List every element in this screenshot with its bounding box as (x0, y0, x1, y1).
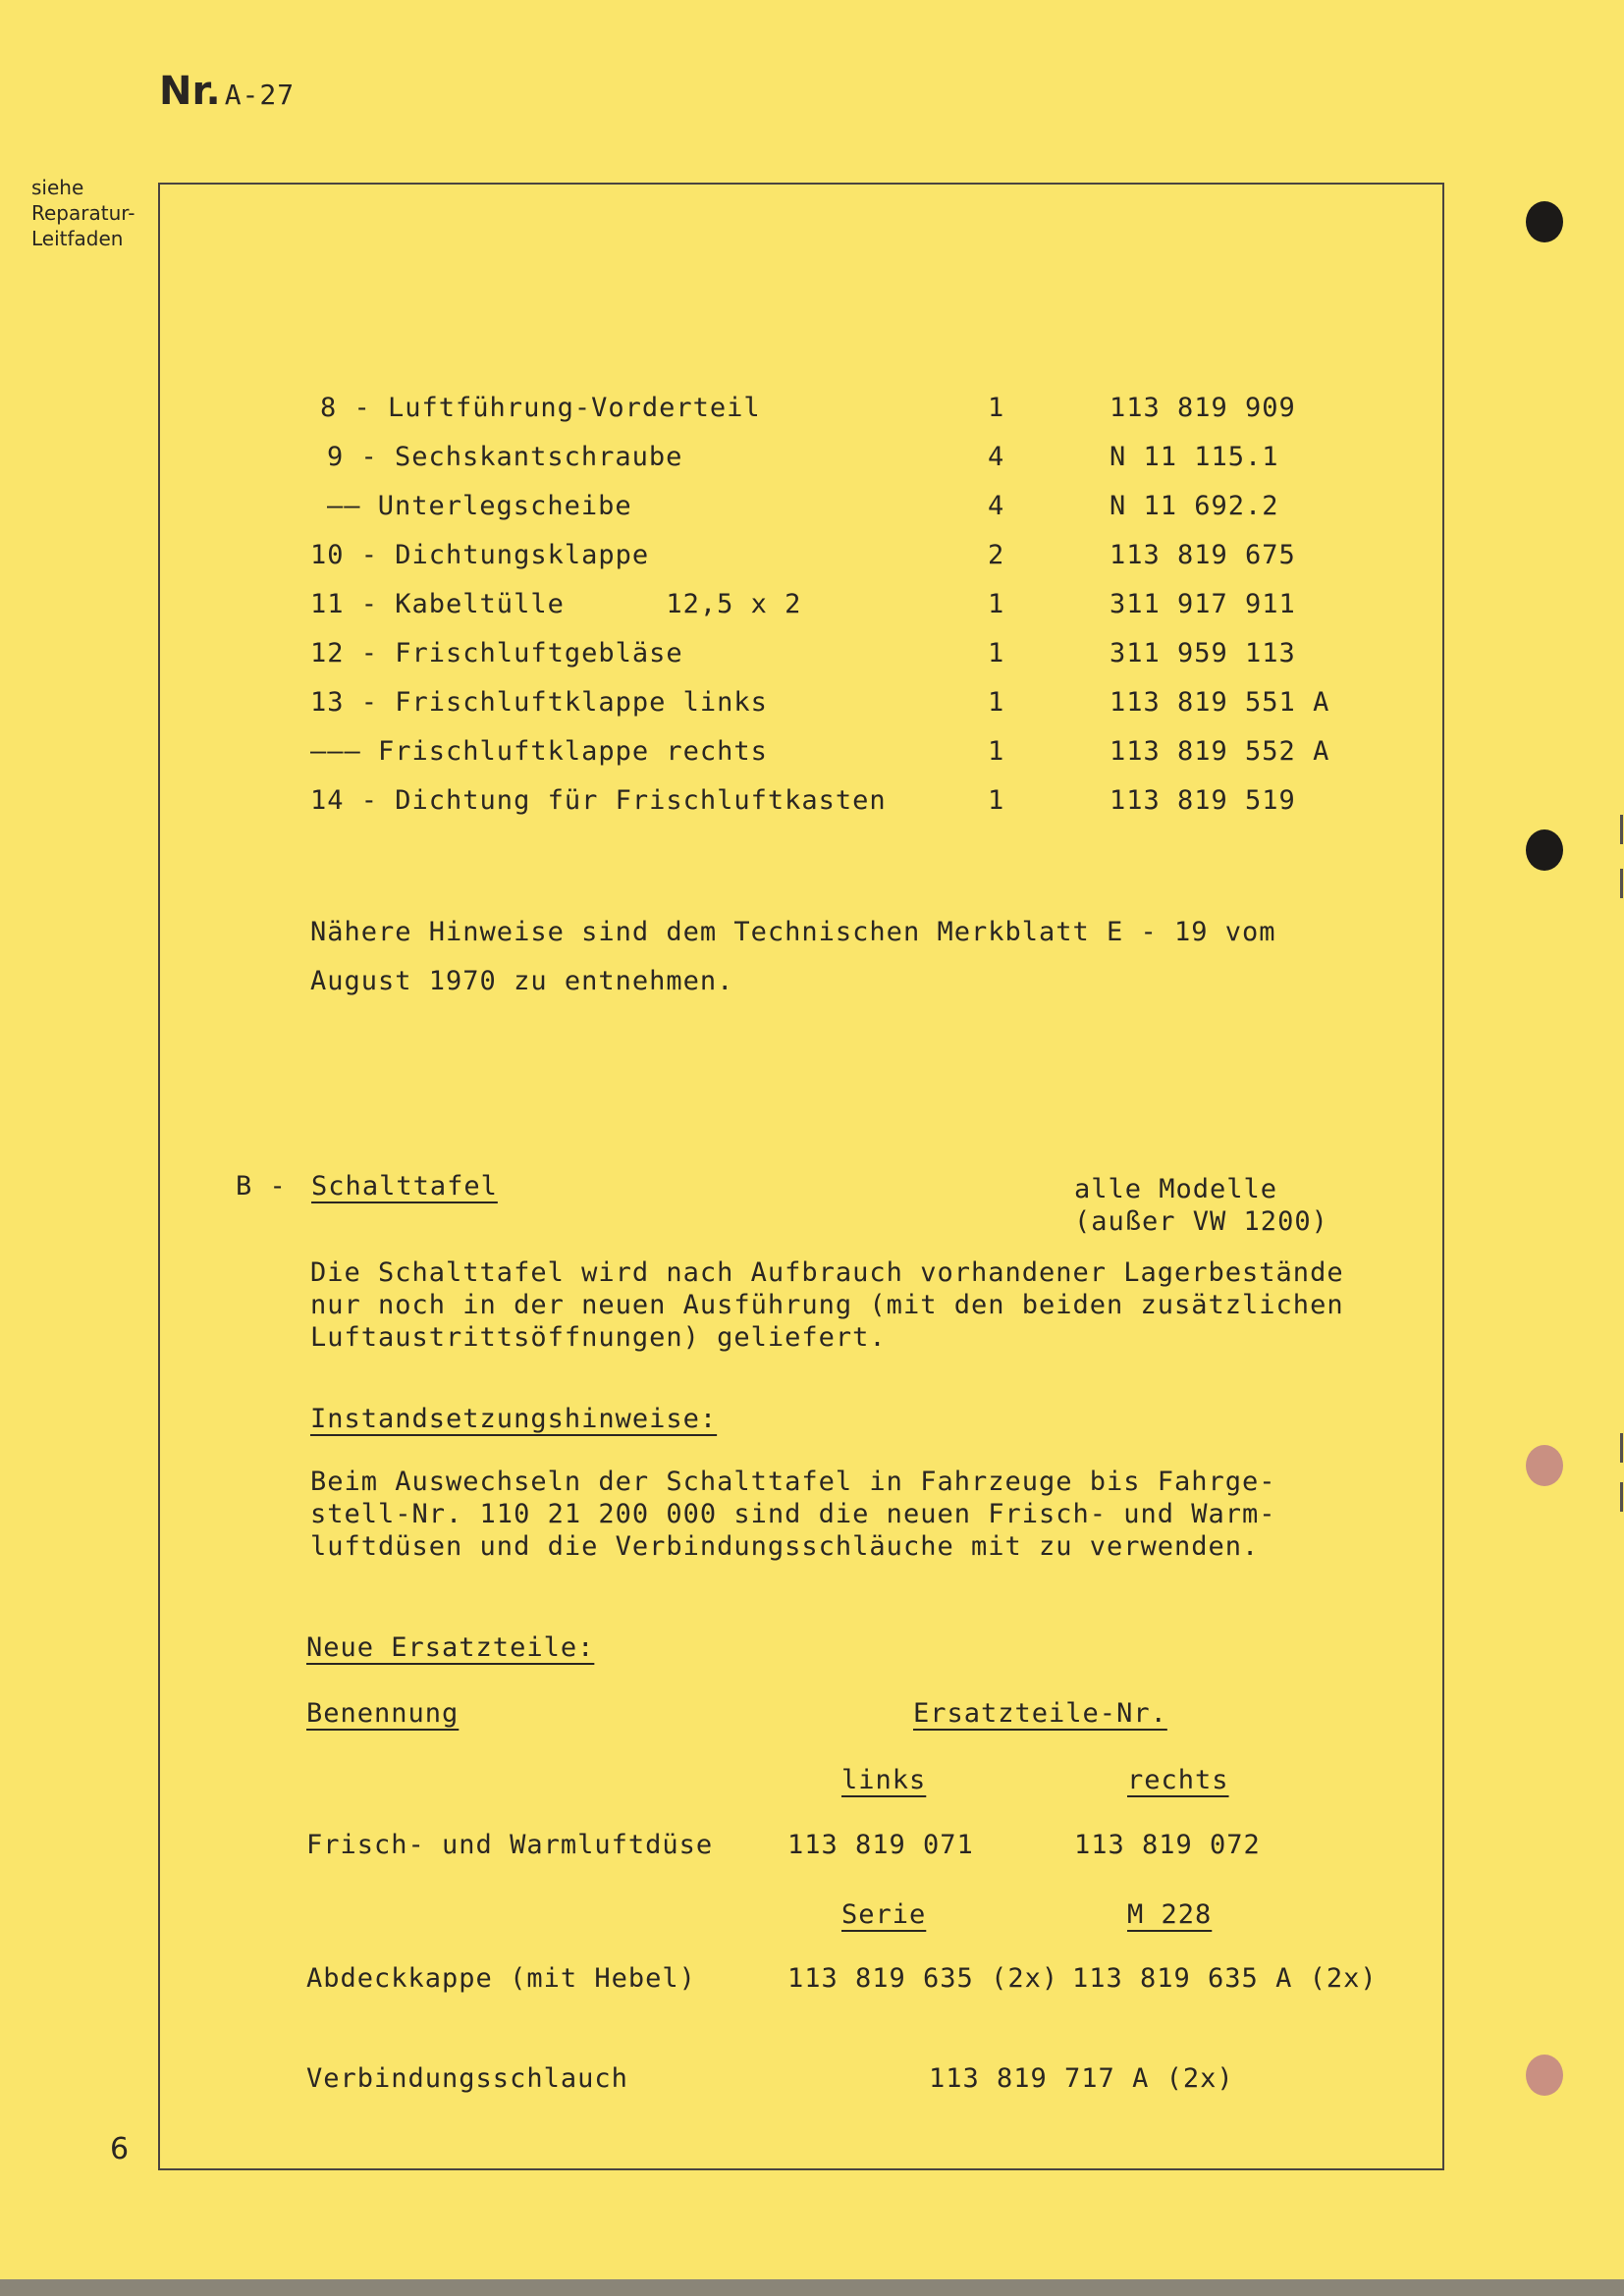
column-name-header: Benennung (306, 1698, 460, 1729)
part-position: 13 - Frischluftklappe links (310, 687, 768, 718)
edge-mark (1620, 815, 1623, 844)
parts-row (310, 736, 768, 767)
part-number: 113 819 552 A (1110, 736, 1330, 767)
part-row-name: Verbindungsschlauch (306, 2063, 628, 2094)
part-position: ——— Frischluftklappe rechts (310, 736, 768, 767)
side-note-line: siehe (31, 176, 84, 199)
part-position: 14 - Dichtung für Frischluftkasten (310, 785, 887, 816)
edge-mark (1620, 1482, 1623, 1512)
nr-value: A-27 (224, 79, 296, 111)
part-position: 12 - Frischluftgebläse (310, 638, 683, 668)
section-title: Schalttafel (311, 1171, 498, 1201)
part-position: 9 - Sechskantschraube (327, 442, 683, 472)
note-line: August 1970 zu entnehmen. (310, 966, 734, 996)
section-models (1074, 1173, 1328, 1238)
part-row-value: 113 819 717 A (2x) (929, 2063, 1234, 2094)
binder-hole (1526, 201, 1563, 242)
part-row-name: Abdeckkappe (mit Hebel) (306, 1963, 696, 1994)
part-number: 113 819 551 A (1110, 687, 1330, 718)
technical-note (310, 908, 1276, 1006)
parts-row (310, 785, 887, 816)
repair-text (310, 1466, 1276, 1563)
side-note (31, 175, 135, 251)
part-qty: 1 (988, 589, 1005, 619)
paragraph-line: nur noch in der neuen Ausführung (mit den beiden zusätzlichen (310, 1290, 1344, 1320)
part-qty: 4 (988, 442, 1005, 472)
part-qty: 1 (988, 687, 1005, 718)
parts-row (327, 491, 632, 521)
part-number: 113 819 675 (1110, 540, 1296, 570)
parts-row (327, 442, 682, 472)
parts-row (310, 540, 649, 570)
binder-hole (1526, 2055, 1563, 2096)
subheader-left: links (841, 1765, 927, 1795)
section-paragraph (310, 1256, 1344, 1354)
section-prefix: B - (236, 1171, 287, 1201)
subheader-left: Serie (841, 1899, 927, 1930)
models-line: (außer VW 1200) (1074, 1206, 1328, 1237)
edge-mark (1620, 1433, 1623, 1463)
part-position: —— Unterlegscheibe (327, 491, 632, 521)
part-number: 311 917 911 (1110, 589, 1296, 619)
page-number: 6 (110, 2132, 130, 2166)
repair-line: stell-Nr. 110 21 200 000 sind die neuen Frisch- und Warm- (310, 1499, 1276, 1529)
side-note-line: Leitfaden (31, 227, 124, 250)
subheader-right: rechts (1127, 1765, 1229, 1795)
part-qty: 1 (988, 638, 1005, 668)
part-row-right: 113 819 072 (1074, 1830, 1261, 1860)
part-number: N 11 692.2 (1110, 491, 1279, 521)
models-line: alle Modelle (1074, 1174, 1278, 1204)
part-qty: 2 (988, 540, 1005, 570)
repair-heading: Instandsetzungshinweise: (310, 1404, 718, 1434)
part-number: 113 819 909 (1110, 393, 1296, 423)
part-qty: 1 (988, 736, 1005, 767)
repair-line: Beim Auswechseln der Schalttafel in Fahrzeuge bis Fahrge- (310, 1467, 1276, 1497)
repair-line: luftdüsen und die Verbindungsschläuche mit zu verwenden. (310, 1531, 1260, 1562)
part-qty: 1 (988, 393, 1005, 423)
part-position: 8 - Luftführung-Vorderteil (320, 393, 761, 423)
part-number: 113 819 519 (1110, 785, 1296, 816)
part-row-name: Frisch- und Warmluftdüse (306, 1830, 714, 1860)
parts-row (310, 589, 801, 619)
document-number (159, 69, 295, 114)
paragraph-line: Luftaustrittsöffnungen) geliefert. (310, 1322, 887, 1353)
part-position: 11 - Kabeltülle 12,5 x 2 (310, 589, 802, 619)
parts-row (310, 638, 683, 668)
paragraph-line: Die Schalttafel wird nach Aufbrauch vorhandener Lagerbestände (310, 1257, 1344, 1288)
binder-hole (1526, 1445, 1563, 1486)
part-row-right: 113 819 635 A (2x) (1072, 1963, 1378, 1994)
part-number: N 11 115.1 (1110, 442, 1279, 472)
part-row-left: 113 819 071 (787, 1830, 974, 1860)
edge-mark (1620, 869, 1623, 898)
side-note-line: Reparatur- (31, 201, 135, 225)
parts-row (310, 687, 768, 718)
new-parts-heading: Neue Ersatzteile: (306, 1632, 595, 1663)
scan-bottom-edge (0, 2279, 1624, 2296)
part-qty: 4 (988, 491, 1005, 521)
note-line: Nähere Hinweise sind dem Technischen Merkblatt E - 19 vom (310, 917, 1276, 947)
part-position: 10 - Dichtungsklappe (310, 540, 650, 570)
subheader-right: M 228 (1127, 1899, 1213, 1930)
part-number: 311 959 113 (1110, 638, 1296, 668)
binder-hole (1526, 829, 1563, 871)
nr-label: Nr. (159, 69, 221, 114)
part-qty: 1 (988, 785, 1005, 816)
column-partno-header: Ersatzteile-Nr. (913, 1698, 1167, 1729)
parts-row (320, 393, 761, 423)
section-b-heading (236, 1171, 498, 1201)
part-row-left: 113 819 635 (2x) (787, 1963, 1059, 1994)
